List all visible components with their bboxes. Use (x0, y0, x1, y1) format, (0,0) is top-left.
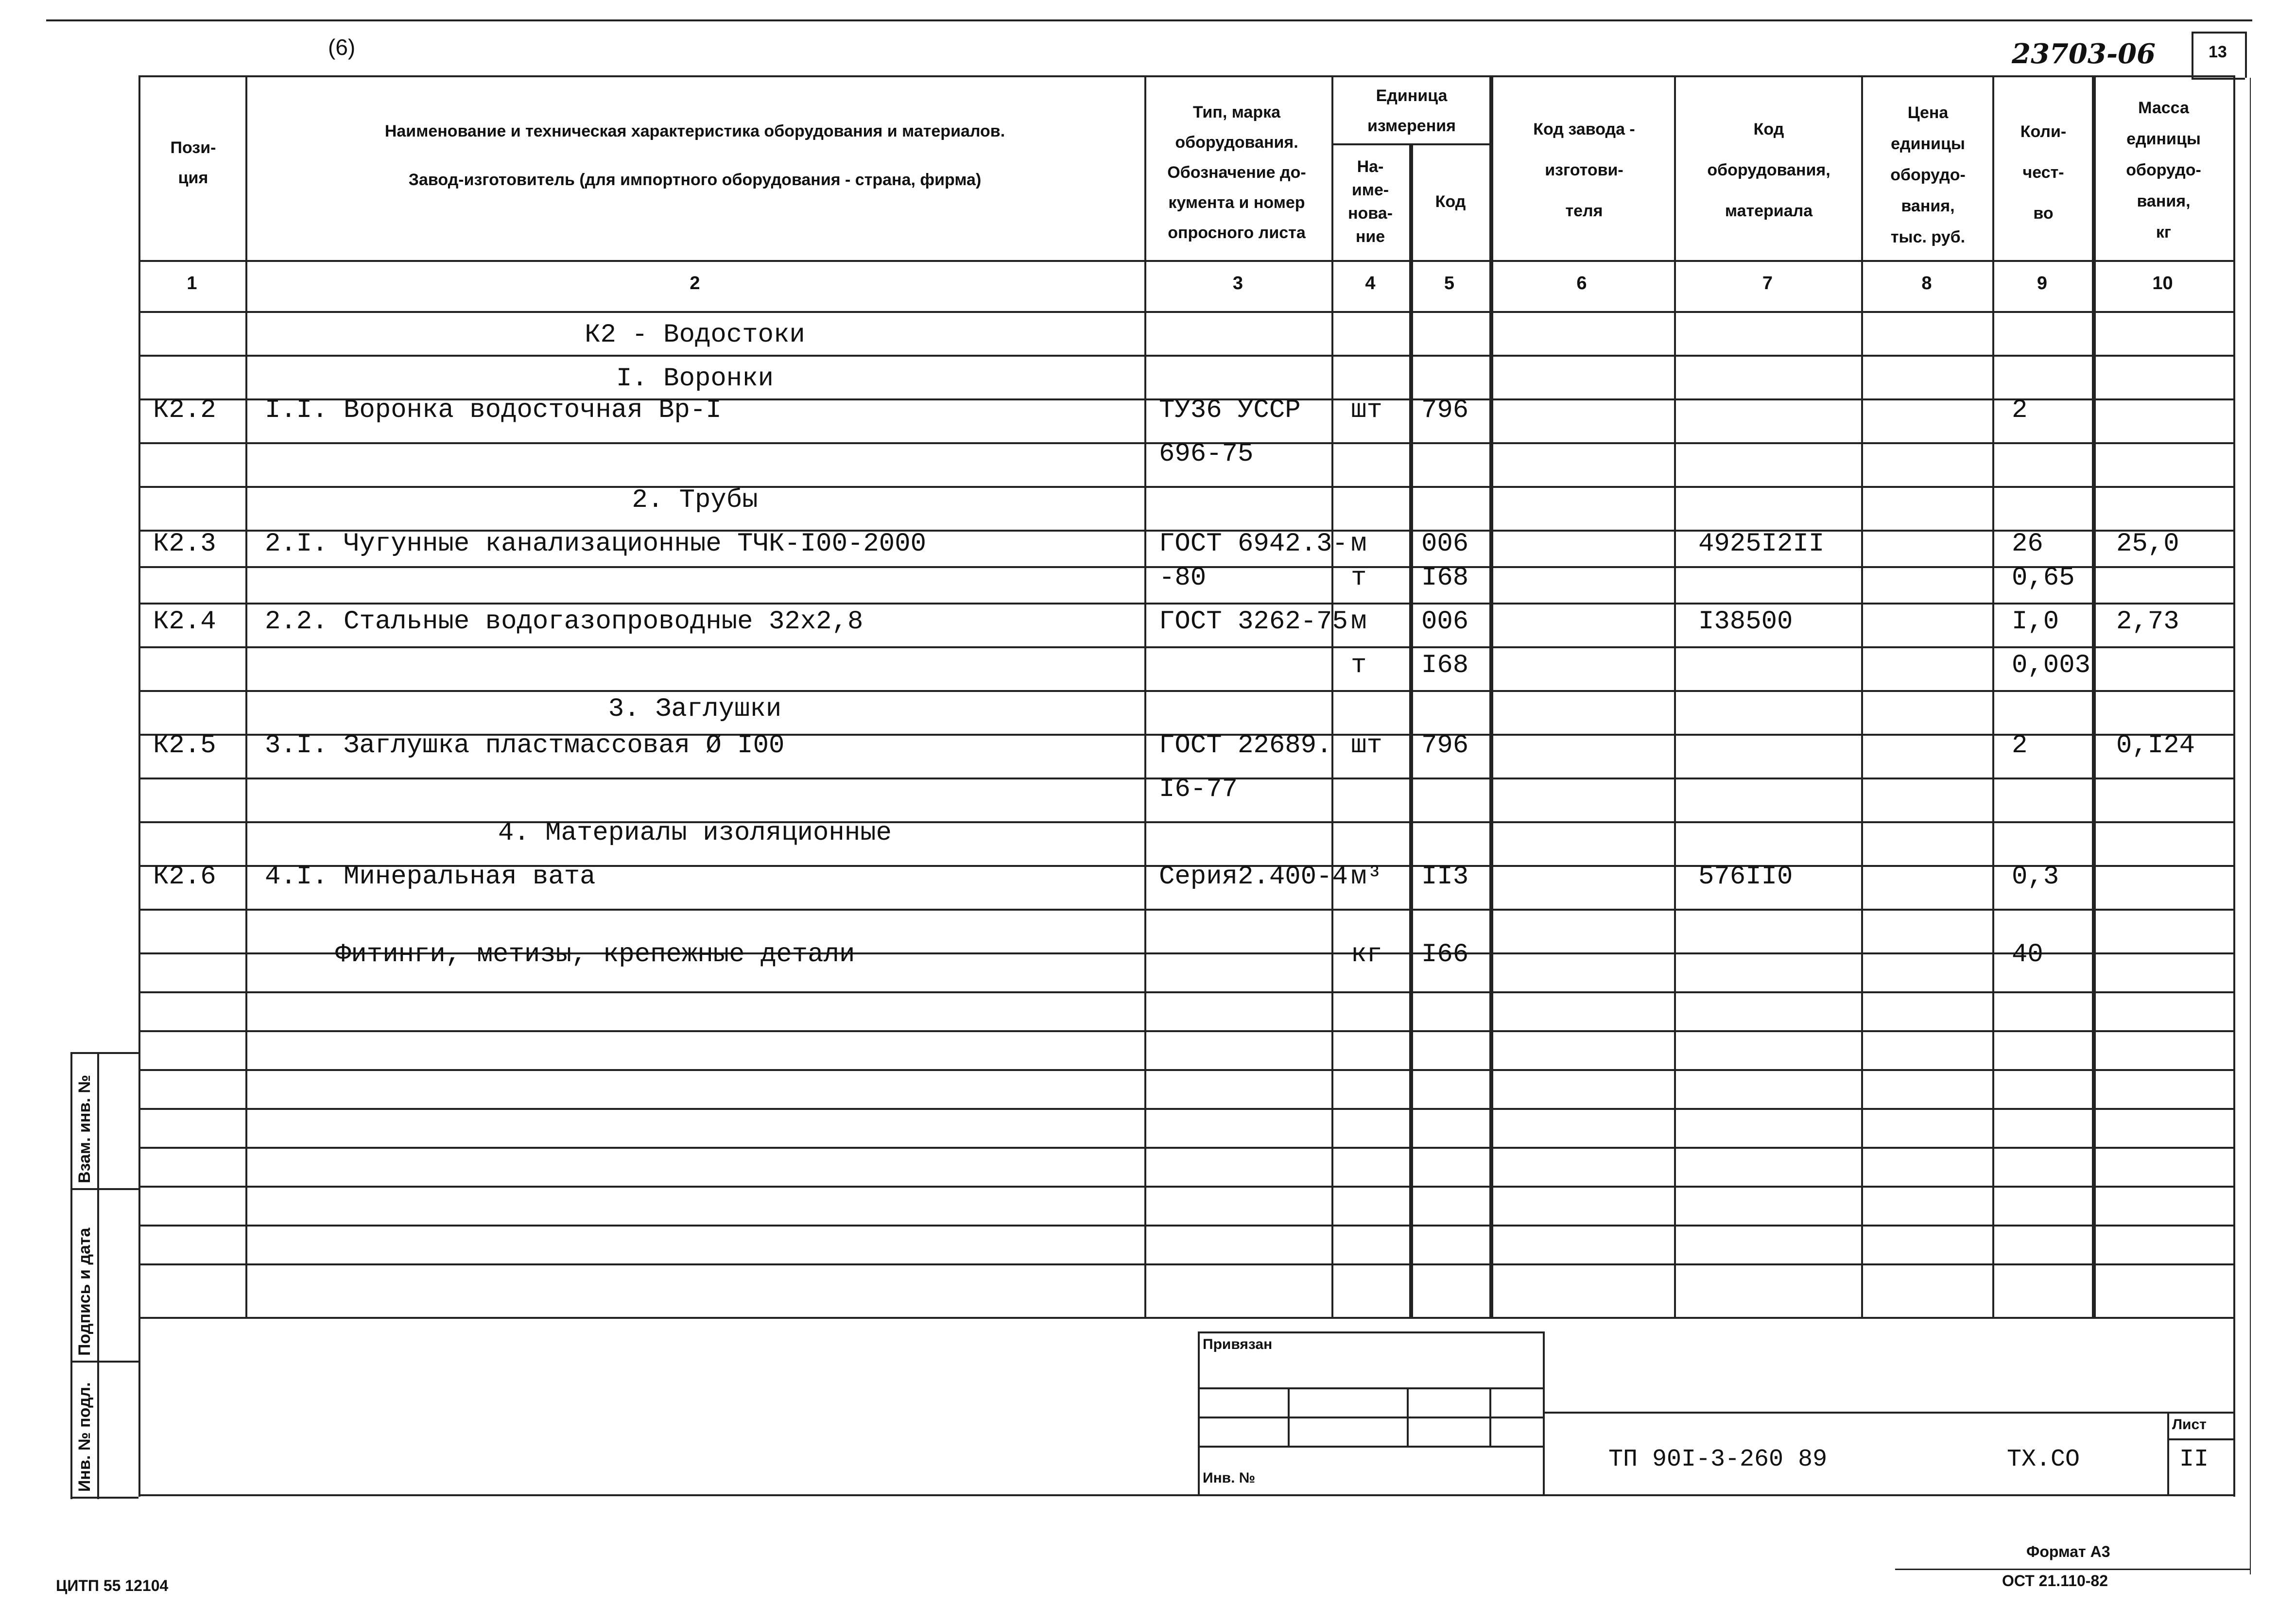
table-end-line (138, 1317, 2235, 1319)
row-material-code: 4925I2II (1698, 529, 1825, 559)
column-separator (2092, 75, 2096, 1317)
row-quantity: I,0 (2012, 607, 2059, 637)
row-separator (138, 646, 2235, 648)
row-unit: м (1351, 529, 1367, 559)
row-separator (138, 1147, 2235, 1149)
row-separator (138, 1108, 2235, 1110)
row-unit: м (1351, 607, 1367, 637)
row-separator (138, 355, 2235, 357)
row-separator (138, 690, 2235, 692)
row-name: 2.2. Стальные водогазопроводные 32х2,8 (265, 607, 863, 637)
table-top-line (138, 75, 2235, 77)
sheet-bottom-line (138, 1494, 2235, 1496)
row-quantity: 0,65 (2012, 563, 2075, 593)
print-code: ЦИТП 55 12104 (56, 1577, 169, 1594)
stamp-row3 (1198, 1446, 1543, 1448)
side-strip-bottom (70, 1497, 138, 1499)
row-quantity: 2 (2012, 396, 2028, 425)
column-separator (1674, 75, 1676, 1317)
side-strip-mid (97, 1052, 99, 1499)
column-separator (1331, 75, 1333, 1317)
row-name: I.I. Воронка водосточная Вр-I (265, 396, 722, 425)
column-number: 6 (1576, 273, 1587, 294)
row-unit: т (1351, 651, 1367, 680)
row-unit-code: 006 (1421, 529, 1469, 559)
col-header-quantity: Коли- чест- во (2020, 122, 2067, 223)
side-strip-top (70, 1052, 138, 1054)
row-unit-code: 796 (1421, 731, 1469, 760)
row-quantity: 0,003 (2012, 651, 2091, 680)
row-separator (138, 603, 2235, 605)
row-unit: шт (1351, 396, 1382, 425)
col-header-name-line1: Наименование и техническая характеристика оборудования и материалов. (384, 122, 1005, 140)
row-mass: 0,I24 (2116, 731, 2195, 760)
header-bottom-line (138, 260, 2235, 262)
col-header-doc: Тип, марка оборудования. Обозначение до- кумента и номер опросного листа (1167, 103, 1306, 242)
row-separator (138, 991, 2235, 993)
row-position: К2.2 (153, 396, 216, 425)
col-header-unit-group: Единица измерения (1367, 86, 1456, 135)
column-number: 5 (1444, 273, 1455, 294)
right-edge-line (2250, 78, 2251, 1574)
row-position: К2.6 (153, 862, 216, 892)
row-separator (138, 1030, 2235, 1032)
row-position: К2.5 (153, 731, 216, 760)
row-document: ТУ36 УССР (1159, 396, 1301, 425)
column-separator (1409, 143, 1413, 1317)
row-mass: 25,0 (2116, 529, 2179, 559)
row-material-code: I38500 (1698, 607, 1793, 637)
stamp-vsep3 (1489, 1387, 1491, 1446)
row-quantity: 0,3 (2012, 862, 2059, 892)
column-number: 1 (187, 273, 197, 294)
document-code: ТХ.СО (2007, 1446, 2080, 1473)
row-quantity: 2 (2012, 731, 2028, 760)
ost-label: ОСТ 21.110-82 (2002, 1572, 2108, 1590)
col-header-name-line2: Завод-изготовитель (для импортного оборудования - страна, фирма) (408, 171, 982, 189)
row-unit-code: I68 (1421, 651, 1469, 680)
row-section-title: 2. Трубы (632, 485, 758, 515)
stamp-top (1198, 1331, 1543, 1333)
row-separator (138, 1225, 2235, 1227)
page-box-right (2245, 32, 2247, 78)
row-document: ГОСТ 6942.3- (1159, 529, 1348, 559)
row-section-title: К2 - Водостоки (585, 320, 805, 350)
side-strip-sep2 (70, 1361, 138, 1363)
col-header-material-code: Код оборудования, материала (1707, 120, 1830, 220)
column-separator (1489, 75, 1493, 1317)
row-separator (138, 1069, 2235, 1071)
row-quantity: 26 (2012, 529, 2043, 559)
row-material-code: 576II0 (1698, 862, 1793, 892)
sheet-label: Лист (2172, 1417, 2207, 1433)
col-header-mass: Масса единицы оборудо- вания, кг (2126, 99, 2201, 242)
side-strip-left (70, 1052, 72, 1499)
sheet-tag: (6) (328, 35, 356, 60)
row-section-title: 4. Материалы изоляционные (498, 818, 892, 848)
row-mass: 2,73 (2116, 607, 2179, 637)
row-separator (138, 1186, 2235, 1188)
column-number: 8 (1921, 273, 1932, 294)
col-header-unit-name: На- име- нова- ние (1348, 157, 1393, 246)
project-code: ТП 90I-3-260 89 (1608, 1446, 1828, 1473)
title-block-sheet-sep (2167, 1412, 2169, 1494)
column-separator (1144, 75, 1146, 1317)
column-number: 9 (2037, 273, 2048, 294)
row-unit: шт (1351, 731, 1382, 760)
title-block-top (1543, 1412, 2235, 1414)
column-number: 2 (690, 273, 700, 294)
col-header-unit-code: Код (1435, 192, 1466, 211)
stamp-left (1198, 1331, 1200, 1494)
row-unit-code: 796 (1421, 396, 1469, 425)
format-label: Формат А3 (2026, 1543, 2110, 1560)
document-number: 23703-06 (2012, 38, 2156, 70)
row-section-title: I. Воронки (616, 364, 774, 394)
sheet-number: II (2179, 1446, 2209, 1473)
row-document: ГОСТ 22689. (1159, 731, 1332, 760)
col-header-factory-code: Код завода - изготови- теля (1533, 120, 1635, 220)
row-section-title: 3. Заглушки (608, 694, 782, 724)
side-label-podpis: Подпись и дата (75, 1227, 94, 1356)
row-unit-code: I66 (1421, 940, 1469, 969)
row-document: Серия2.400-4 (1159, 862, 1348, 892)
col-header-price: Цена единицы оборудо- вания, тыс. руб. (1890, 104, 1966, 246)
row-unit-code: 006 (1421, 607, 1469, 637)
stamp-vsep2 (1407, 1387, 1409, 1446)
top-border-line (46, 19, 2252, 21)
row-name: 4.I. Минеральная вата (265, 862, 596, 892)
side-label-inv: Инв. № подл. (75, 1382, 94, 1492)
row-name: Фитинги, метизы, крепежные детали (335, 940, 855, 969)
row-position: К2.3 (153, 529, 216, 559)
page-box-top (2192, 32, 2245, 34)
row-separator (138, 1263, 2235, 1265)
colnum-bottom-line (138, 311, 2235, 313)
row-unit-code: II3 (1421, 862, 1469, 892)
row-separator (138, 909, 2235, 911)
row-document: ГОСТ 3262-75 (1159, 607, 1348, 637)
column-number: 7 (1762, 273, 1773, 294)
column-separator (1992, 75, 1994, 1317)
row-document: -80 (1159, 563, 1207, 593)
row-document: 696-75 (1159, 439, 1254, 469)
title-block-sheet-line (2167, 1438, 2235, 1440)
row-unit: м³ (1351, 862, 1382, 892)
stamp-vsep1 (1288, 1387, 1290, 1446)
column-separator (245, 75, 247, 1317)
footer-line (1895, 1569, 2250, 1570)
frame-right-line (2233, 75, 2235, 1497)
column-separator (1861, 75, 1863, 1317)
row-position: К2.4 (153, 607, 216, 637)
side-label-vzam: Взам. инв. № (75, 1074, 94, 1183)
side-strip-sep1 (70, 1188, 138, 1190)
page-box-left (2192, 32, 2193, 78)
stamp-inv-no: Инв. № (1203, 1470, 1256, 1486)
row-unit-code: I68 (1421, 563, 1469, 593)
row-quantity: 40 (2012, 940, 2043, 969)
column-number: 4 (1365, 273, 1376, 294)
row-name: 3.I. Заглушка пластмассовая Ø I00 (265, 731, 785, 760)
page-number: 13 (2209, 43, 2227, 61)
column-number: 10 (2152, 273, 2173, 294)
column-number: 3 (1232, 273, 1243, 294)
row-document: I6-77 (1159, 775, 1238, 804)
page-box-bottom (2192, 78, 2245, 80)
row-unit: кг (1351, 940, 1382, 969)
col-header-position: Пози- ция (170, 138, 216, 187)
row-unit: т (1351, 563, 1367, 593)
row-name: 2.I. Чугунные канализационные ТЧК-I00-2000 (265, 529, 927, 559)
stamp-privyazan: Привязан (1203, 1336, 1273, 1352)
